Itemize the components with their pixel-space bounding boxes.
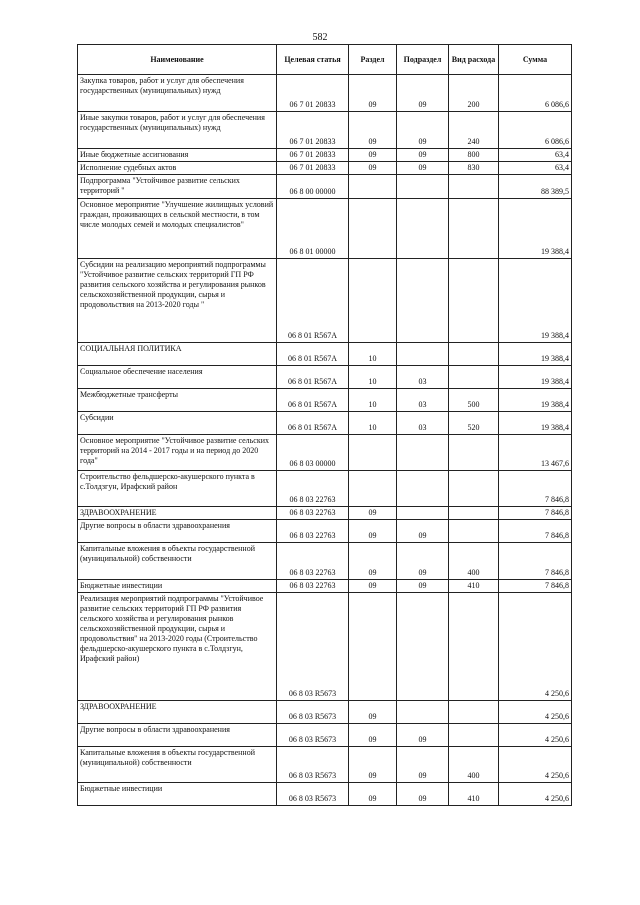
row-target: 06 7 01 20833 (277, 149, 349, 162)
row-section: 09 (349, 149, 397, 162)
row-section: 09 (349, 747, 397, 783)
row-expense-type (449, 199, 499, 259)
row-expense-type (449, 724, 499, 747)
table-row (78, 389, 572, 412)
row-target: 06 8 03 22763 (277, 507, 349, 520)
row-target: 06 8 03 R5673 (277, 747, 349, 783)
table-row (78, 724, 572, 747)
row-subsection: 09 (397, 162, 449, 175)
header-target: Целевая статья (277, 45, 349, 75)
row-section (349, 199, 397, 259)
table-row (78, 162, 572, 175)
row-target: 06 7 01 20833 (277, 162, 349, 175)
row-amount: 6 086,6 (499, 112, 572, 149)
table-row (78, 507, 572, 520)
row-expense-type: 520 (449, 412, 499, 435)
row-target: 06 7 01 20833 (277, 112, 349, 149)
row-name: Бюджетные инвестиции (78, 580, 277, 593)
row-amount: 4 250,6 (499, 701, 572, 724)
row-subsection (397, 701, 449, 724)
row-name: Основное мероприятие "Улучшение жилищных условий граждан, проживающих в сельской местности, в том числе молодых семей и молодых специалистов" (78, 199, 277, 259)
row-target: 06 8 03 R5673 (277, 593, 349, 701)
row-amount: 13 467,6 (499, 435, 572, 471)
row-name: Иные бюджетные ассигнования (78, 149, 277, 162)
page-number: 582 (312, 32, 328, 43)
row-target: 06 8 03 R5673 (277, 783, 349, 806)
table-row (78, 175, 572, 199)
row-expense-type (449, 507, 499, 520)
row-expense-type (449, 259, 499, 343)
row-name: Субсидии (78, 412, 277, 435)
row-target: 06 7 01 20833 (277, 75, 349, 112)
row-amount: 19 388,4 (499, 412, 572, 435)
row-section: 09 (349, 580, 397, 593)
row-expense-type: 400 (449, 543, 499, 580)
row-subsection (397, 593, 449, 701)
table-row (78, 149, 572, 162)
row-subsection: 09 (397, 520, 449, 543)
row-amount: 7 846,8 (499, 507, 572, 520)
table-row (78, 593, 572, 701)
table-row (78, 543, 572, 580)
row-subsection: 09 (397, 149, 449, 162)
table-row (78, 259, 572, 343)
row-target: 06 8 01 R567A (277, 412, 349, 435)
row-amount: 19 388,4 (499, 199, 572, 259)
row-expense-type: 200 (449, 75, 499, 112)
row-subsection (397, 471, 449, 507)
header-amount: Сумма (499, 45, 572, 75)
row-section: 09 (349, 75, 397, 112)
row-amount: 4 250,6 (499, 593, 572, 701)
row-amount: 19 388,4 (499, 366, 572, 389)
row-section (349, 175, 397, 199)
row-name: Другие вопросы в области здравоохранения (78, 724, 277, 747)
row-expense-type (449, 593, 499, 701)
row-amount: 7 846,8 (499, 580, 572, 593)
row-amount: 19 388,4 (499, 259, 572, 343)
row-name: Строительство фельдшерско-акушерского пункта в с.Толдзгун, Ирафский район (78, 471, 277, 507)
table-row (78, 199, 572, 259)
row-expense-type: 830 (449, 162, 499, 175)
row-subsection: 03 (397, 389, 449, 412)
row-expense-type (449, 343, 499, 366)
row-amount: 63,4 (499, 162, 572, 175)
row-section: 09 (349, 507, 397, 520)
row-section: 10 (349, 389, 397, 412)
row-section: 10 (349, 366, 397, 389)
row-subsection: 09 (397, 580, 449, 593)
row-name: Социальное обеспечение населения (78, 366, 277, 389)
row-amount: 63,4 (499, 149, 572, 162)
table-row (78, 412, 572, 435)
row-name: Подпрограмма "Устойчивое развитие сельских территорий " (78, 175, 277, 199)
row-subsection: 03 (397, 412, 449, 435)
row-amount: 19 388,4 (499, 389, 572, 412)
row-name: ЗДРАВООХРАНЕНИЕ (78, 507, 277, 520)
row-amount: 7 846,8 (499, 543, 572, 580)
row-expense-type (449, 435, 499, 471)
row-name: Межбюджетные трансферты (78, 389, 277, 412)
row-section: 09 (349, 701, 397, 724)
row-subsection (397, 259, 449, 343)
row-section: 09 (349, 520, 397, 543)
row-name: Закупка товаров, работ и услуг для обеспечения государственных (муниципальных) нужд (78, 75, 277, 112)
row-amount: 4 250,6 (499, 747, 572, 783)
row-name: Капитальные вложения в объекты государственной (муниципальной) собственности (78, 747, 277, 783)
row-amount: 19 388,4 (499, 343, 572, 366)
row-section: 09 (349, 162, 397, 175)
row-expense-type: 800 (449, 149, 499, 162)
row-name: Другие вопросы в области здравоохранения (78, 520, 277, 543)
header-section: Раздел (349, 45, 397, 75)
row-section (349, 471, 397, 507)
row-expense-type: 500 (449, 389, 499, 412)
row-amount: 7 846,8 (499, 471, 572, 507)
row-section (349, 259, 397, 343)
row-target: 06 8 01 R567A (277, 389, 349, 412)
row-subsection: 09 (397, 543, 449, 580)
row-expense-type (449, 701, 499, 724)
row-subsection: 09 (397, 112, 449, 149)
row-name: Реализация мероприятий подпрограммы "Устойчивое развитие сельских территорий ГП РФ развития сельского хозяйства и регулирования рынков сельскохозяйственной продукции, сырья и продовольствия" на 2013-2020 годы (Строительство фельдшерско-акушерского пункта в с.Толдзгун, Ирафский район) (78, 593, 277, 701)
table-row (78, 580, 572, 593)
row-target: 06 8 03 22763 (277, 580, 349, 593)
row-name: Бюджетные инвестиции (78, 783, 277, 806)
row-target: 06 8 03 22763 (277, 543, 349, 580)
row-subsection (397, 175, 449, 199)
budget-table (77, 44, 572, 806)
row-expense-type: 410 (449, 580, 499, 593)
row-subsection (397, 507, 449, 520)
row-expense-type (449, 366, 499, 389)
table-row (78, 435, 572, 471)
header-expense-type: Вид расхода (449, 45, 499, 75)
row-subsection (397, 199, 449, 259)
row-amount: 7 846,8 (499, 520, 572, 543)
table-row (78, 701, 572, 724)
row-amount: 4 250,6 (499, 724, 572, 747)
row-target: 06 8 01 00000 (277, 199, 349, 259)
row-target: 06 8 01 R567A (277, 366, 349, 389)
row-section (349, 593, 397, 701)
row-amount: 4 250,6 (499, 783, 572, 806)
row-section: 09 (349, 783, 397, 806)
header-name: Наименование (78, 45, 277, 75)
row-name: Основное мероприятие "Устойчивое развитие сельских территорий на 2014 - 2017 годы и на период до 2020 года" (78, 435, 277, 471)
row-expense-type: 410 (449, 783, 499, 806)
row-subsection: 09 (397, 724, 449, 747)
row-target: 06 8 03 22763 (277, 471, 349, 507)
header-subsection: Подраздел (397, 45, 449, 75)
row-subsection: 09 (397, 75, 449, 112)
table-row (78, 520, 572, 543)
row-target: 06 8 03 22763 (277, 520, 349, 543)
table-row (78, 747, 572, 783)
header-row (78, 45, 572, 75)
table-row (78, 343, 572, 366)
row-subsection (397, 435, 449, 471)
row-expense-type (449, 175, 499, 199)
row-section: 09 (349, 543, 397, 580)
row-expense-type (449, 520, 499, 543)
row-expense-type: 240 (449, 112, 499, 149)
row-subsection: 09 (397, 747, 449, 783)
row-name: ЗДРАВООХРАНЕНИЕ (78, 701, 277, 724)
row-section: 09 (349, 724, 397, 747)
row-section: 10 (349, 412, 397, 435)
row-amount: 6 086,6 (499, 75, 572, 112)
row-target: 06 8 01 R567A (277, 343, 349, 366)
row-subsection: 03 (397, 366, 449, 389)
row-name: Исполнение судебных актов (78, 162, 277, 175)
table-row (78, 471, 572, 507)
row-name: Субсидии на реализацию мероприятий подпрограммы "Устойчивое развитие сельских территорий ГП РФ развития сельского хозяйства и регулирования рынков сельскохозяйственной продукции, сырья и продовольствия на 2013-2020 годы " (78, 259, 277, 343)
row-target: 06 8 00 00000 (277, 175, 349, 199)
table-body (78, 75, 572, 806)
row-target: 06 8 03 00000 (277, 435, 349, 471)
table-header (78, 45, 572, 75)
row-target: 06 8 03 R5673 (277, 701, 349, 724)
row-name: Иные закупки товаров, работ и услуг для обеспечения государственных (муниципальных) нужд (78, 112, 277, 149)
row-section: 10 (349, 343, 397, 366)
table-row (78, 75, 572, 112)
row-target: 06 8 03 R5673 (277, 724, 349, 747)
row-expense-type: 400 (449, 747, 499, 783)
row-amount: 88 389,5 (499, 175, 572, 199)
row-expense-type (449, 471, 499, 507)
row-subsection: 09 (397, 783, 449, 806)
row-section (349, 435, 397, 471)
row-subsection (397, 343, 449, 366)
row-name: СОЦИАЛЬНАЯ ПОЛИТИКА (78, 343, 277, 366)
table-row (78, 366, 572, 389)
row-name: Капитальные вложения в объекты государственной (муниципальной) собственности (78, 543, 277, 580)
table-row (78, 112, 572, 149)
table-row (78, 783, 572, 806)
row-target: 06 8 01 R567A (277, 259, 349, 343)
row-section: 09 (349, 112, 397, 149)
